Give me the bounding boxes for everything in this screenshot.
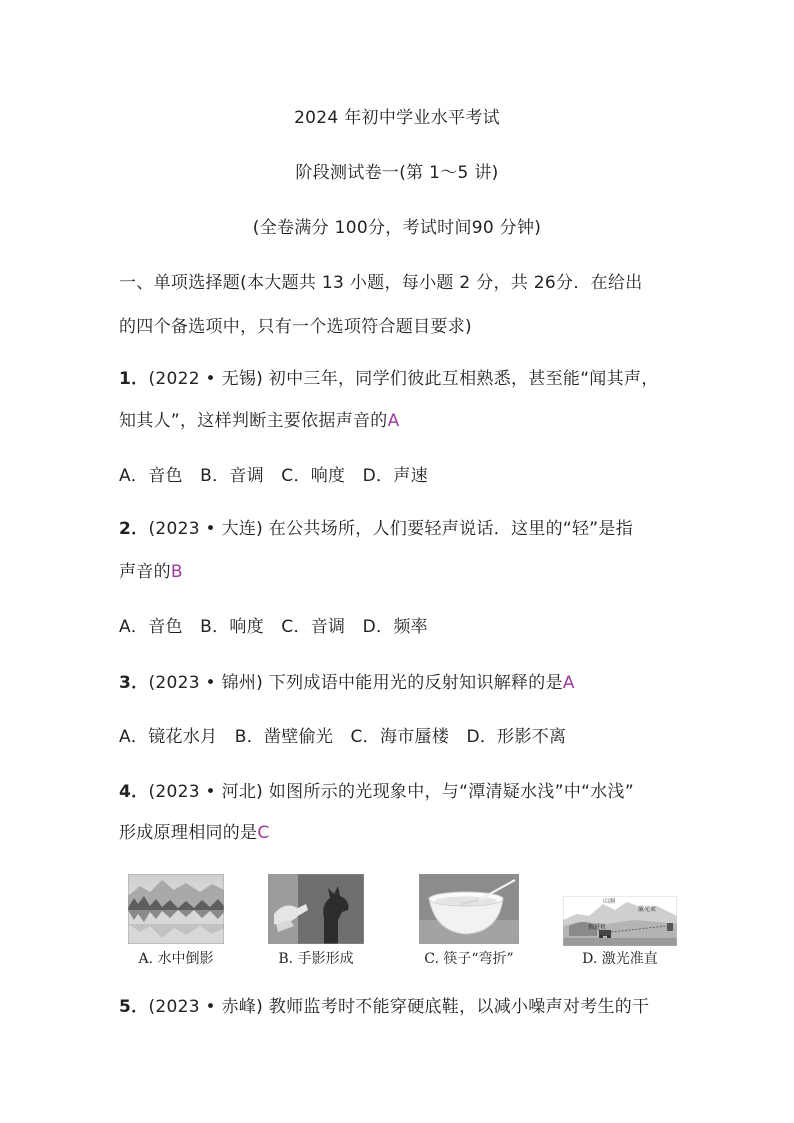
figure-a-caption: A. 水中倒影 <box>138 951 214 967</box>
question-4-stem-cont: 形成原理相同的是 <box>119 823 258 843</box>
question-1-line1 <box>119 368 659 390</box>
figure-d-caption: D. 激光准直 <box>582 951 658 967</box>
question-1-stem: (2022 • 无锡) 初中三年，同学们彼此互相熟悉，甚至能“闻其声， <box>148 369 659 389</box>
question-4-answer: C <box>257 823 270 843</box>
question-1-options: A．音色 B．音调 C．响度 D．声速 <box>119 466 428 486</box>
question-5-number: 5． <box>119 997 149 1017</box>
exam-subtitle: 阶段测试卷一(第 1～5 讲) <box>295 163 499 183</box>
figure-a-water-reflection <box>128 874 224 944</box>
question-2-answer: B <box>170 562 183 582</box>
figure-d-label-laser-beam: 激光束 <box>638 906 657 913</box>
question-4-stem: (2023 • 河北) 如图所示的光现象中，与“潭清疑水浅”中“水浅” <box>148 782 634 802</box>
question-2-line1 <box>119 518 633 540</box>
question-2-stem-cont: 声音的 <box>119 562 171 582</box>
figure-c-bent-chopsticks <box>419 874 519 944</box>
question-4-line1 <box>119 781 634 803</box>
figure-c-caption: C. 筷子“弯折” <box>424 951 514 967</box>
figure-b-hand-shadow <box>268 874 364 944</box>
question-1-number: 1． <box>119 369 149 389</box>
figure-d-label-tunneling-machine: 掘进机 <box>588 924 607 931</box>
question-5-stem: (2023 • 赤峰) 教师监考时不能穿硬底鞋，以减小噪声对考生的干 <box>148 997 650 1017</box>
question-1-line2 <box>119 410 400 432</box>
question-1-answer: A <box>387 411 400 431</box>
exam-title: 2024 年初中学业水平考试 <box>294 108 500 128</box>
question-4-number: 4． <box>119 782 149 802</box>
question-3-line1 <box>119 672 575 694</box>
figure-d-label-cave: 山洞 <box>603 898 616 905</box>
section-heading-line1: 一、单项选择题(本大题共 13 小题，每小题 2 分，共 26分．在给出 <box>119 273 643 293</box>
question-2-number: 2． <box>119 519 149 539</box>
question-4-line2 <box>119 822 270 844</box>
question-1-stem-cont: 知其人”，这样判断主要依据声音的 <box>119 411 388 431</box>
question-3-options: A．镜花水月 B．凿壁偷光 C．海市蜃楼 D．形影不离 <box>119 727 567 747</box>
question-2-line2 <box>119 561 183 583</box>
figure-d-laser-alignment <box>563 896 677 946</box>
question-2-stem: (2023 • 大连) 在公共场所，人们要轻声说话．这里的“轻”是指 <box>148 519 634 539</box>
question-2-options: A．音色 B．响度 C．音调 D．频率 <box>119 617 428 637</box>
question-3-number: 3． <box>119 673 149 693</box>
question-3-stem: (2023 • 锦州) 下列成语中能用光的反射知识解释的是 <box>148 673 563 693</box>
question-5-line1 <box>119 996 649 1018</box>
exam-note: (全卷满分 100分，考试时间90 分钟) <box>252 218 542 238</box>
section-heading-line2: 的四个备选项中，只有一个选项符合题目要求) <box>119 317 472 337</box>
figure-b-caption: B. 手影形成 <box>278 951 354 967</box>
question-3-answer: A <box>562 673 575 693</box>
